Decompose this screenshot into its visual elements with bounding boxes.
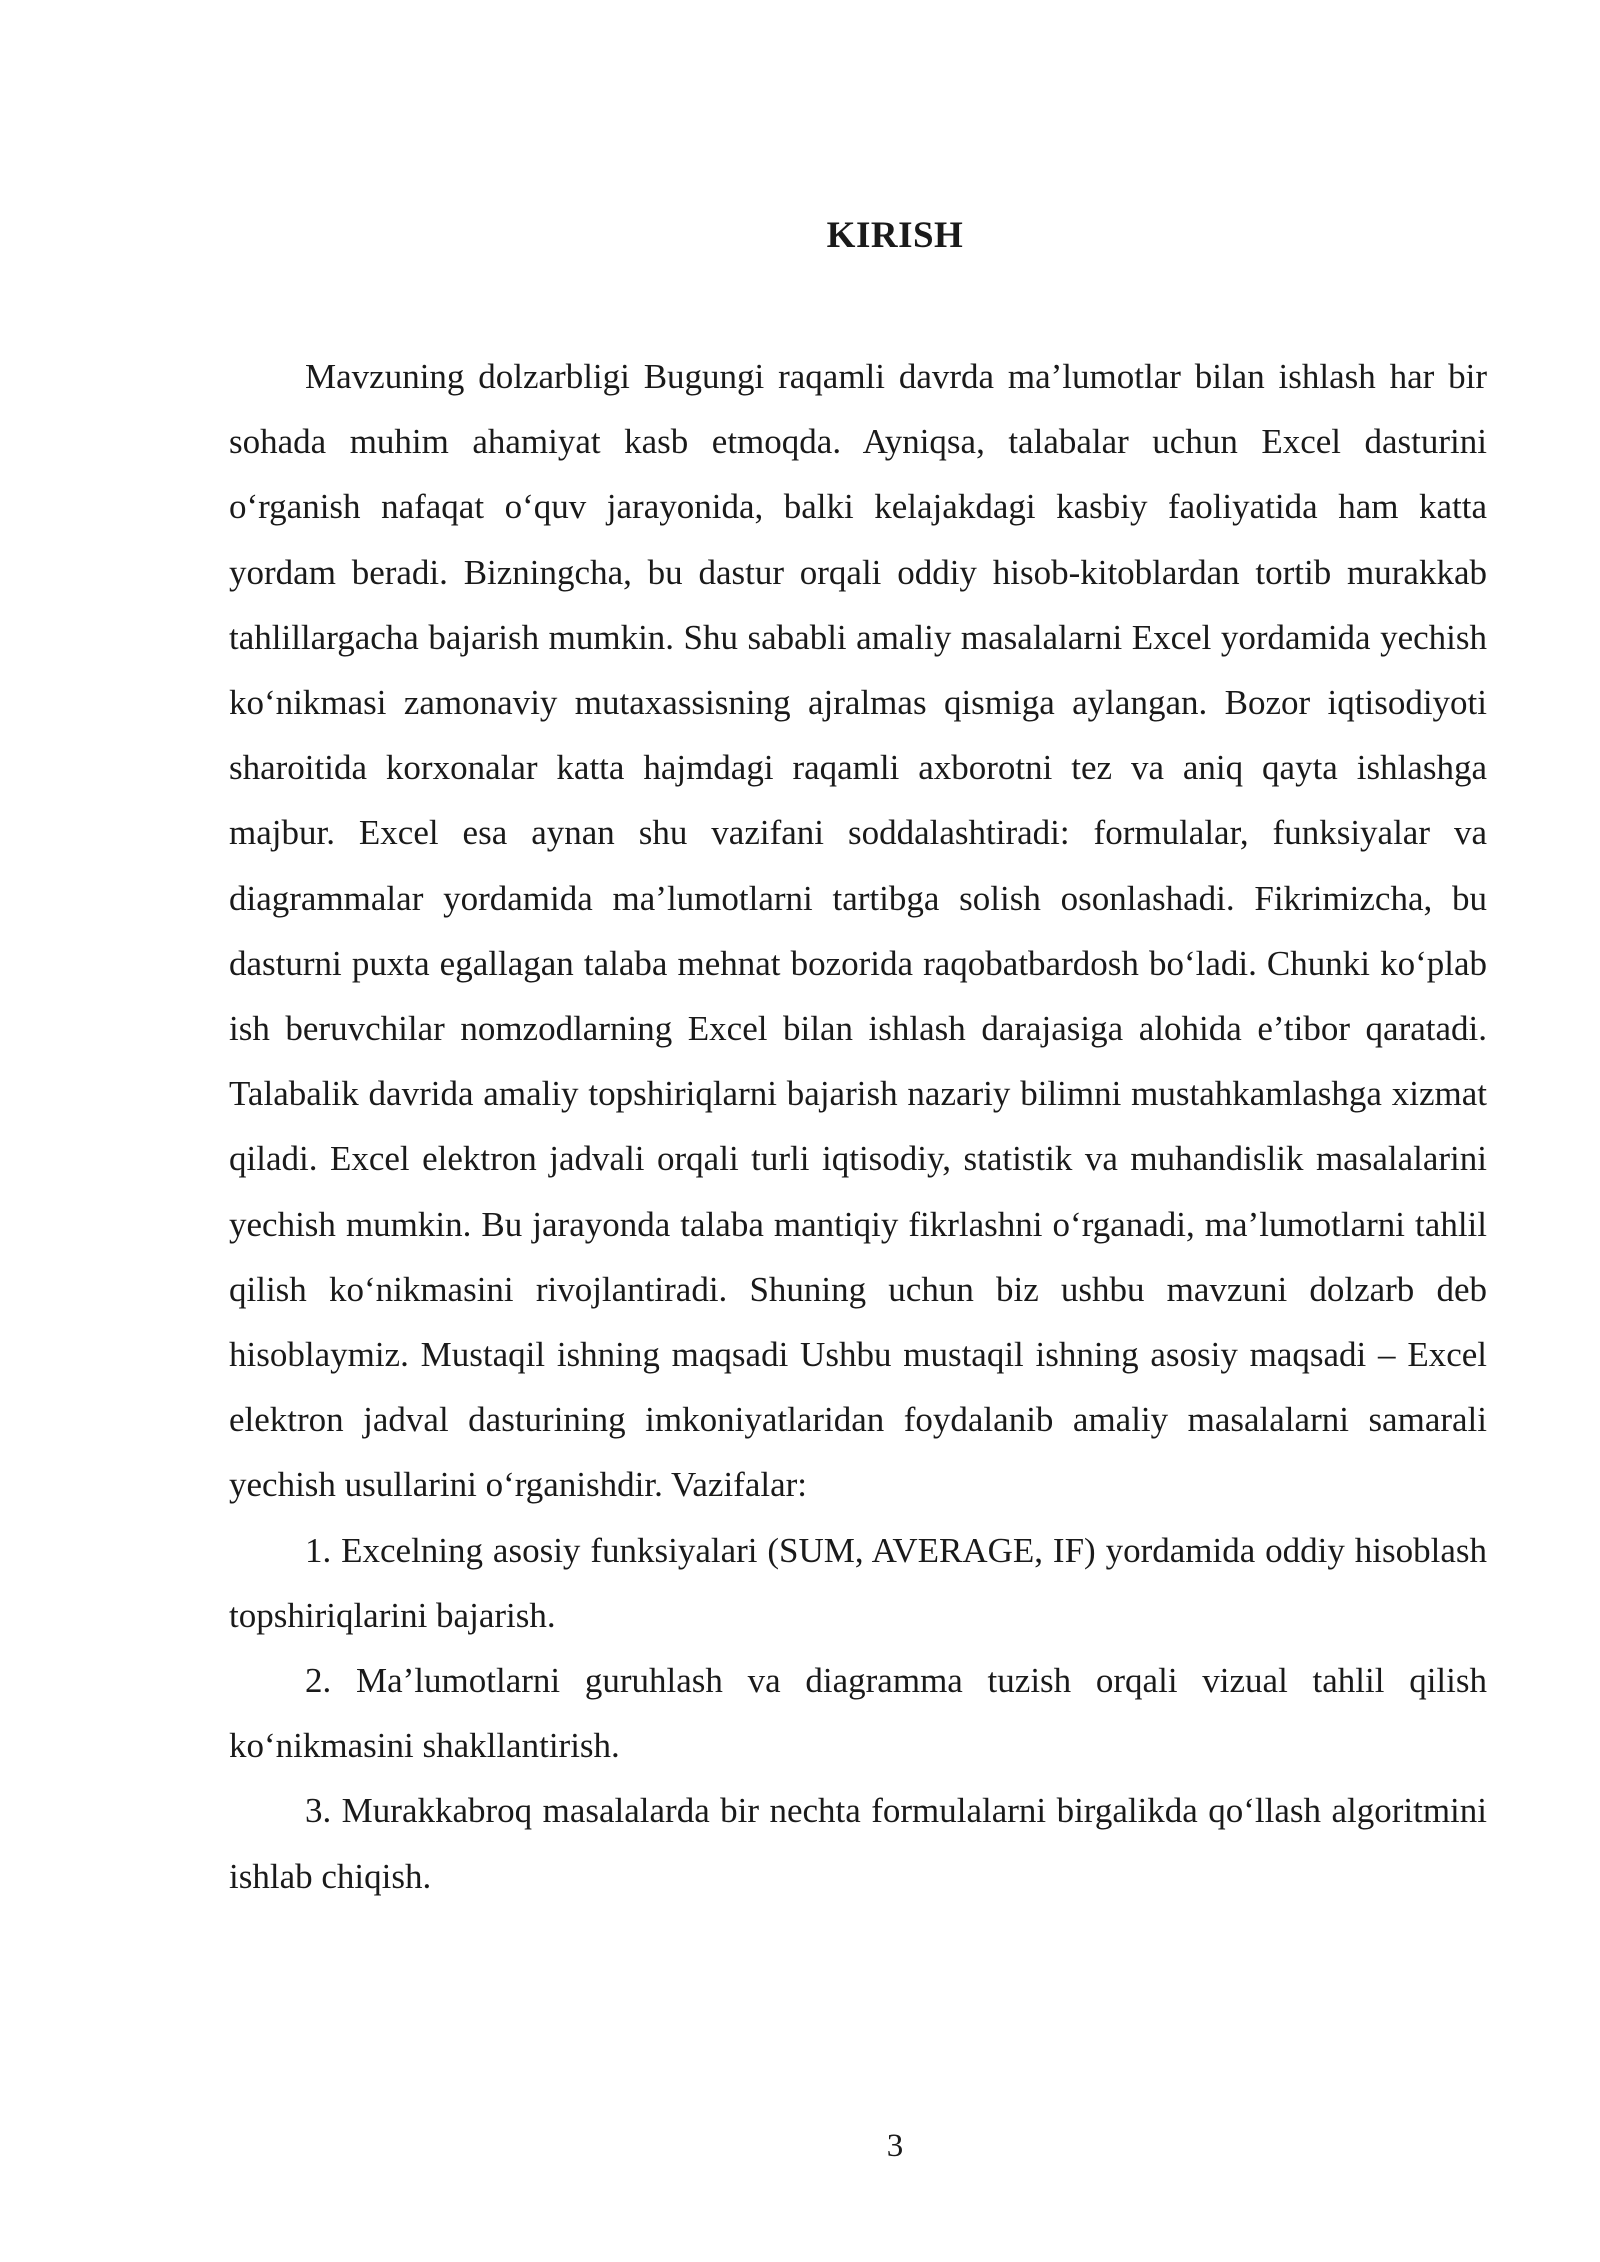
task-item-3: 3. Murakkabroq masalalarda bir nechta formulalarni birgalikda qo‘llash algoritmini ishlab chiqish. xyxy=(229,1791,1487,1896)
intro-paragraph: Mavzuning dolzarbligi Bugungi raqamli davrda ma’lumotlar bilan ishlash har bir sohada muhim ahamiyat kasb etmoqda. Ayniqsa, talabalar uchun Excel dasturini o‘rganish nafaqat o‘quv jarayonida, balki kelajakdagi kasbiy faoliyatida ham katta yordam beradi. Bizningcha, bu dastur orqali oddiy hisob-kitoblardan tortib murakkab tahlillargacha bajarish mumkin. Shu sababli amaliy masalalarni Excel yordamida yechish ko‘nikmasi zamonaviy mutaxassisning ajralmas qismiga aylangan. Bozor iqtisodiyoti sharoitida korxonalar katta hajmdagi raqamli axborotni tez va aniq qayta ishlashga majbur. Excel esa aynan shu vazifani soddalashtiradi: formulalar, funksiyalar va diagrammalar yordamida ma’lumotlarni tartibga solish osonlashadi. Fikrimizcha, bu dasturni puxta egallagan talaba mehnat bozorida raqobatbardosh bo‘ladi. Chunki ko‘plab ish beruvchilar nomzodlarning Excel bilan ishlash darajasiga alohida e’tibor qaratadi. Talabalik davrida amaliy topshiriqlarni bajarish nazariy bilimni mustahkamlashga xizmat qiladi. Excel elektron jadvali orqali turli iqtisodiy, statistik va muhandislik masalalarini yechish mumkin. Bu jarayonda talaba mantiqiy fikrlashni o‘rganadi, ma’lumotlarni tahlil qilish ko‘nikmasini rivojlantiradi. Shuning uchun biz ushbu mavzuni dolzarb deb hisoblaymiz. Mustaqil ishning maqsadi Ushbu mustaqil ishning asosiy maqsadi – Excel elektron jadval dasturining imkoniyatlaridan foydalanib amaliy masalalarni samarali yechish usullarini o‘rganishdir. Vazifalar: xyxy=(229,357,1487,1505)
body-text xyxy=(229,344,1487,1909)
task-item-1: 1. Excelning asosiy funksiyalari (SUM, AVERAGE, IF) yordamida oddiy hisoblash topshiriqlarini bajarish. xyxy=(229,1530,1487,1635)
page-number: 3 xyxy=(886,2128,904,2164)
section-heading: KIRISH xyxy=(826,215,964,256)
task-item-2: 2. Ma’lumotlarni guruhlash va diagramma tuzish orqali vizual tahlil qilish ko‘nikmasini shakllantirish. xyxy=(229,1661,1487,1766)
